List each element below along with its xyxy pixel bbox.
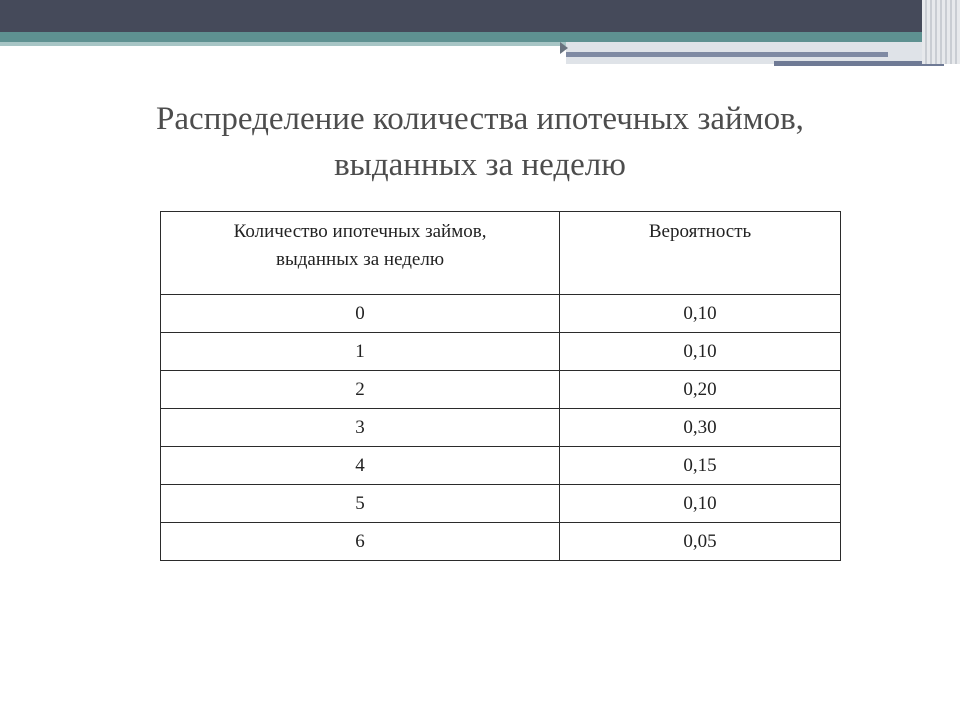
cell-count: 5 xyxy=(161,485,560,523)
header-probability: Вероятность xyxy=(560,212,841,295)
cell-probability: 0,05 xyxy=(560,523,841,561)
header-loan-count-line2: выданных за неделю xyxy=(276,249,445,270)
header-vertical-stripes xyxy=(922,0,960,64)
header-teal-light-bar xyxy=(0,42,566,46)
slide-title-line2: выданных за неделю xyxy=(334,147,626,183)
cell-count: 1 xyxy=(161,333,560,371)
slide-title-line1: Распределение количества ипотечных займов, xyxy=(156,101,804,137)
cell-count: 0 xyxy=(161,295,560,333)
header-teal-bar xyxy=(0,32,960,42)
table-row xyxy=(161,447,841,485)
cell-count: 6 xyxy=(161,523,560,561)
cell-count: 2 xyxy=(161,371,560,409)
header-dark-bar xyxy=(0,0,960,32)
table-header-row xyxy=(161,212,841,295)
header-step-line-upper xyxy=(566,52,888,57)
cell-probability: 0,10 xyxy=(560,295,841,333)
cell-probability: 0,30 xyxy=(560,409,841,447)
header-triangle-marker xyxy=(560,42,568,54)
header-loan-count xyxy=(161,212,560,295)
header-step-line-lower xyxy=(774,61,944,66)
cell-count: 3 xyxy=(161,409,560,447)
cell-probability: 0,20 xyxy=(560,371,841,409)
table-row xyxy=(161,485,841,523)
table-row xyxy=(161,295,841,333)
table-row xyxy=(161,409,841,447)
slide-title xyxy=(60,96,900,188)
cell-probability: 0,10 xyxy=(560,485,841,523)
distribution-table-container xyxy=(160,211,841,561)
cell-probability: 0,10 xyxy=(560,333,841,371)
cell-count: 4 xyxy=(161,447,560,485)
table-row xyxy=(161,333,841,371)
table-row xyxy=(161,523,841,561)
distribution-table xyxy=(160,211,841,561)
header-loan-count-line1: Количество ипотечных займов, xyxy=(233,221,487,242)
table-row xyxy=(161,371,841,409)
cell-probability: 0,15 xyxy=(560,447,841,485)
